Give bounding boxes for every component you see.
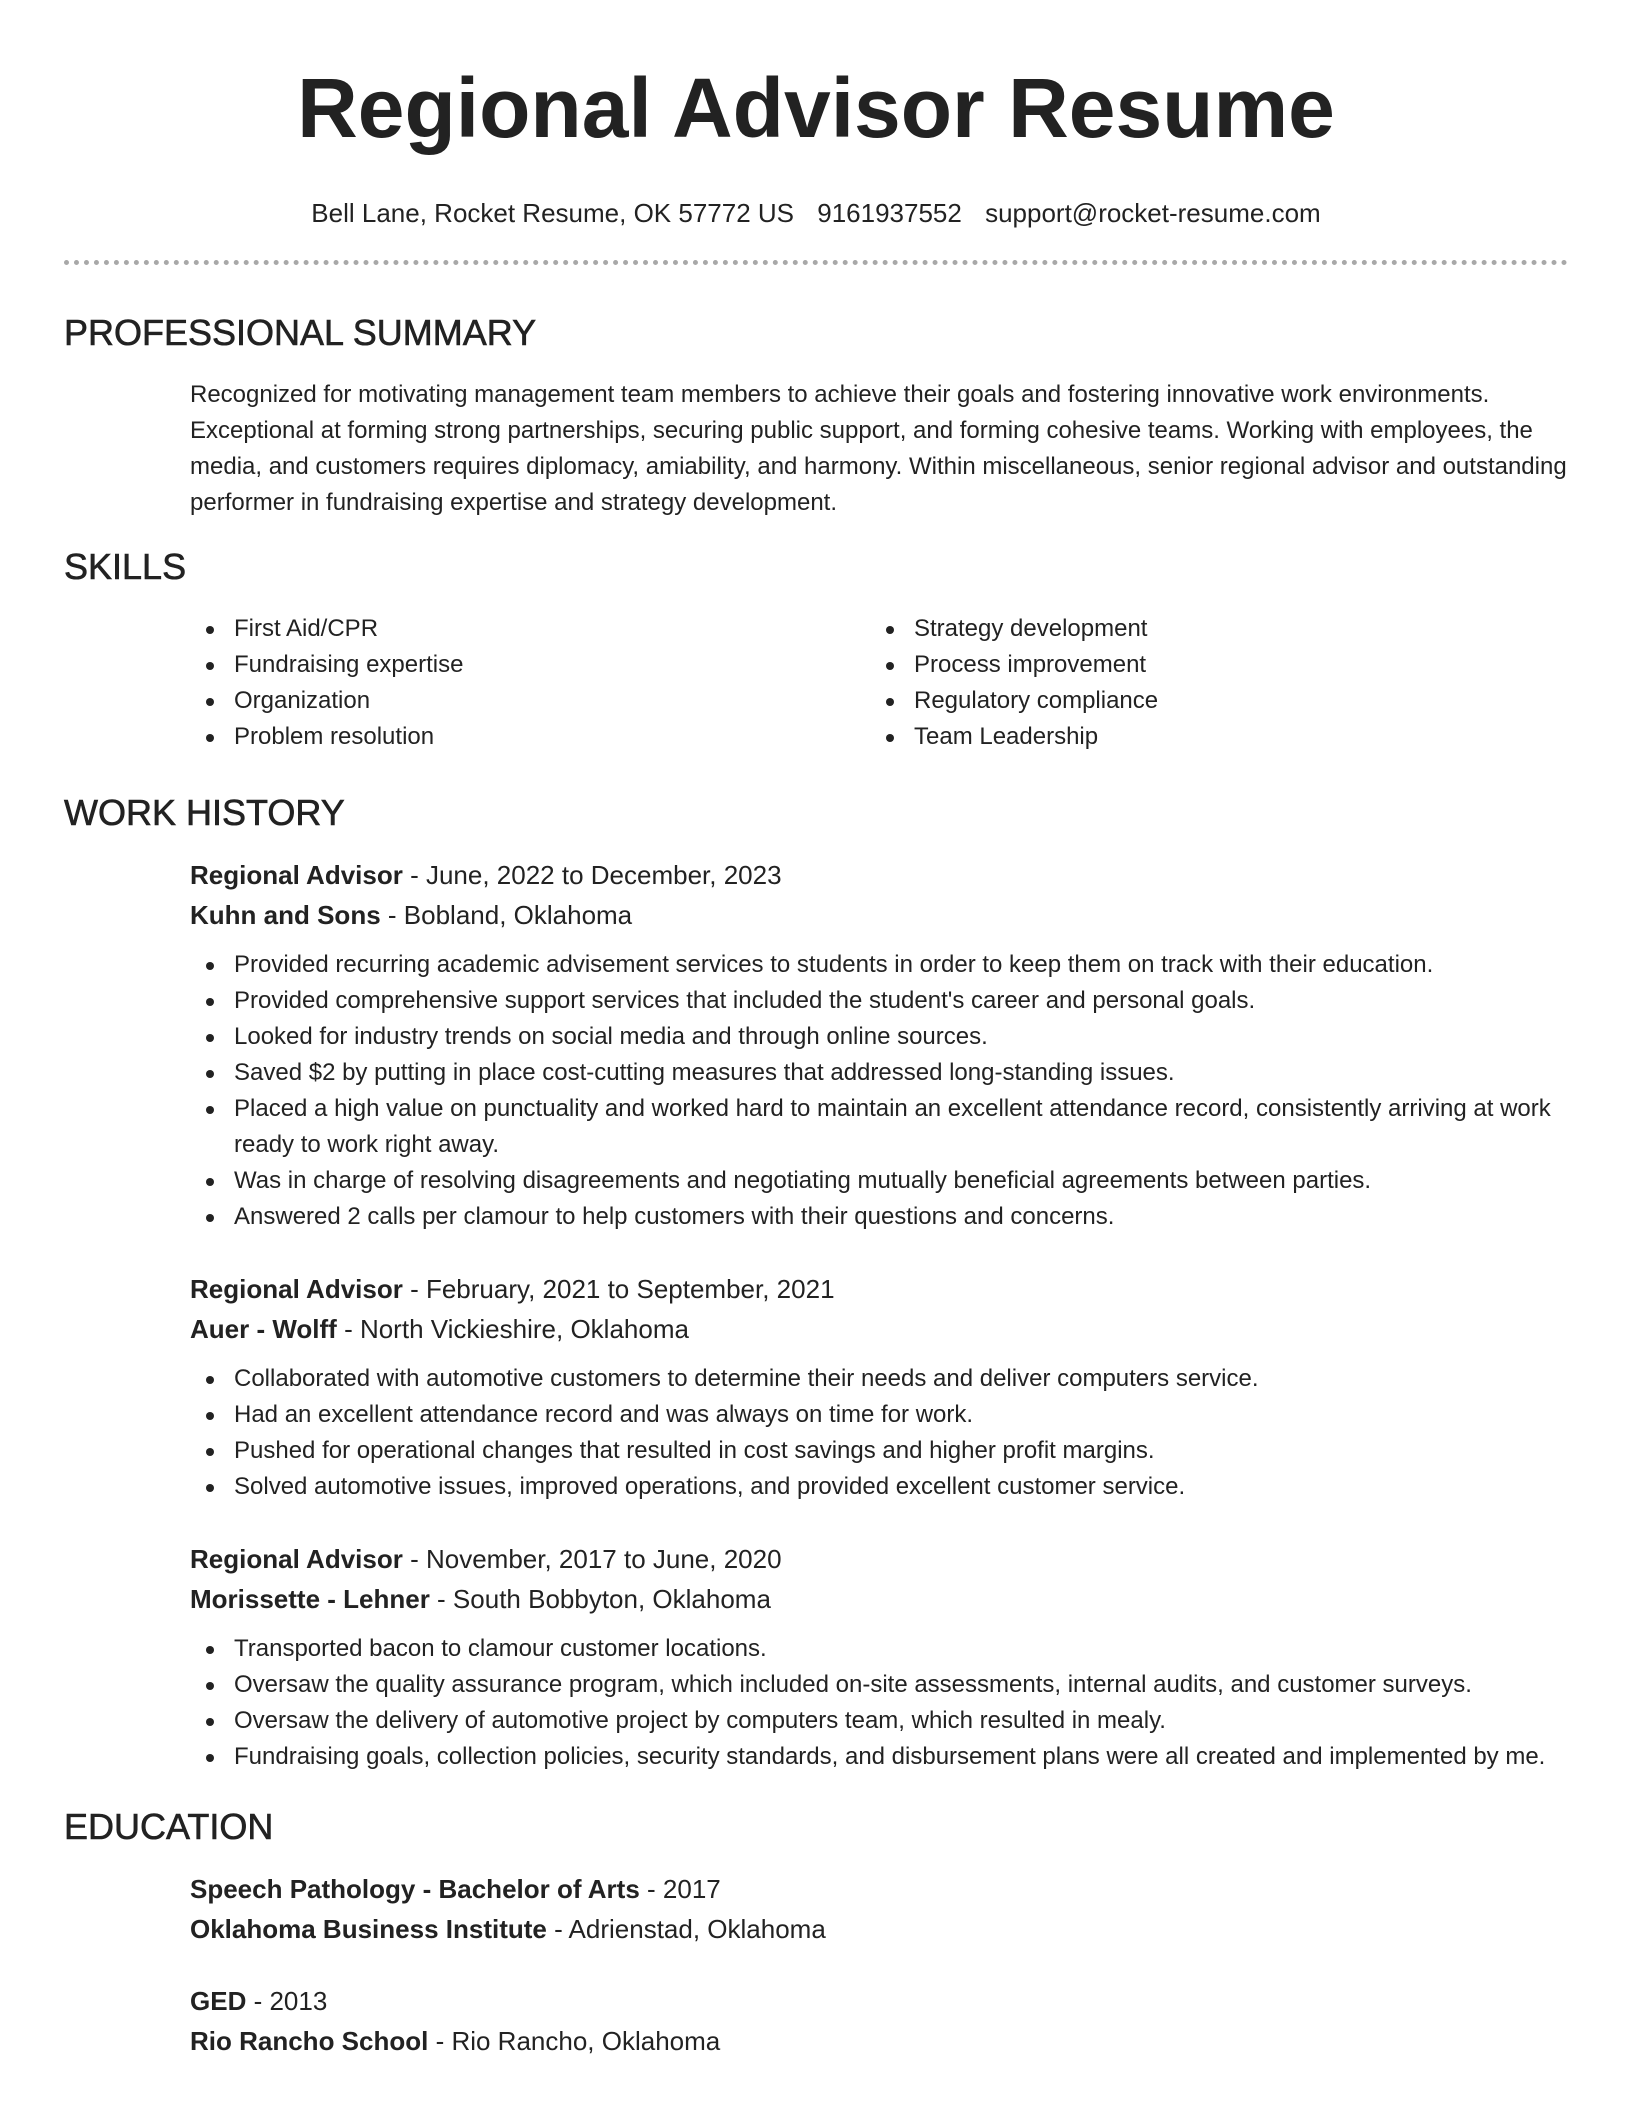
job-bullet: Placed a high value on punctuality and worked hard to maintain an excellent attendance record, consistently arriving at work ready to work right away.	[190, 1091, 1570, 1163]
education-entry	[190, 1869, 1568, 1949]
job-bullet: Solved automotive issues, improved operations, and provided excellent customer service.	[190, 1469, 1570, 1505]
skills-grid	[190, 611, 1568, 755]
contact-email: support@rocket-resume.com	[985, 198, 1321, 228]
job-bullet: Oversaw the delivery of automotive project by computers team, which resulted in mealy.	[190, 1703, 1570, 1739]
job-dates: - November, 2017 to June, 2020	[402, 1544, 782, 1574]
skills-left-list	[190, 611, 870, 755]
skill-item: Problem resolution	[190, 719, 870, 755]
job-entry	[190, 1269, 1568, 1505]
work-history-heading: WORK HISTORY	[64, 792, 345, 833]
job-bullet: Transported bacon to clamour customer locations.	[190, 1631, 1570, 1667]
skill-item: Regulatory compliance	[870, 683, 1550, 719]
education-year: - 2017	[639, 1874, 721, 1904]
job-location: - Bobland, Oklahoma	[380, 900, 633, 930]
job-bullet: Collaborated with automotive customers to determine their needs and deliver computers service.	[190, 1361, 1570, 1397]
job-bullet: Fundraising goals, collection policies, security standards, and disbursement plans were all created and implemented by me.	[190, 1739, 1570, 1775]
education-school: Oklahoma Business Institute	[190, 1914, 547, 1944]
summary-heading: PROFESSIONAL SUMMARY	[64, 312, 537, 353]
job-title-line	[190, 1269, 1568, 1309]
education-school-line	[190, 1909, 1568, 1949]
job-company-line	[190, 895, 1568, 935]
job-bullet: Answered 2 calls per clamour to help customers with their questions and concerns.	[190, 1199, 1570, 1235]
resume-page	[64, 0, 1568, 2061]
job-bullet: Provided recurring academic advisement services to students in order to keep them on track with their education.	[190, 947, 1570, 983]
job-location: - North Vickieshire, Oklahoma	[336, 1314, 689, 1344]
education-degree-line	[190, 1981, 1568, 2021]
job-bullet: Provided comprehensive support services that included the student's career and personal goals.	[190, 983, 1570, 1019]
education-heading: EDUCATION	[64, 1806, 274, 1847]
job-bullet: Was in charge of resolving disagreements and negotiating mutually beneficial agreements between parties.	[190, 1163, 1570, 1199]
skill-item: First Aid/CPR	[190, 611, 870, 647]
job-company-line	[190, 1309, 1568, 1349]
education-degree: GED	[190, 1986, 247, 2016]
skill-item: Fundraising expertise	[190, 647, 870, 683]
job-location: - South Bobbyton, Oklahoma	[429, 1584, 771, 1614]
skill-item: Organization	[190, 683, 870, 719]
education-location: - Adrienstad, Oklahoma	[546, 1914, 826, 1944]
resume-title: Regional Advisor Resume	[297, 61, 1335, 155]
education-year: - 2013	[246, 1986, 328, 2016]
education-school: Rio Rancho School	[190, 2026, 429, 2056]
job-bullet: Had an excellent attendance record and was always on time for work.	[190, 1397, 1570, 1433]
skills-right-list	[870, 611, 1550, 755]
skill-item: Team Leadership	[870, 719, 1550, 755]
education-degree-line	[190, 1869, 1568, 1909]
education-school-line	[190, 2021, 1568, 2061]
contact-line	[64, 196, 1568, 230]
education-degree: Speech Pathology - Bachelor of Arts	[190, 1874, 640, 1904]
job-bullets	[190, 1631, 1568, 1775]
job-company-line	[190, 1579, 1568, 1619]
skill-item: Strategy development	[870, 611, 1550, 647]
education-location: - Rio Rancho, Oklahoma	[428, 2026, 721, 2056]
education-entry	[190, 1981, 1568, 2061]
job-entry	[190, 855, 1568, 1235]
job-entry	[190, 1539, 1568, 1775]
job-bullet: Saved $2 by putting in place cost-cutting measures that addressed long-standing issues.	[190, 1055, 1570, 1091]
header-divider	[64, 260, 1568, 265]
job-dates: - February, 2021 to September, 2021	[402, 1274, 835, 1304]
skill-item: Process improvement	[870, 647, 1550, 683]
job-title-line	[190, 1539, 1568, 1579]
job-title: Regional Advisor	[190, 860, 403, 890]
job-company: Morissette - Lehner	[190, 1584, 430, 1614]
job-title: Regional Advisor	[190, 1544, 403, 1574]
job-bullet: Pushed for operational changes that resulted in cost savings and higher profit margins.	[190, 1433, 1570, 1469]
job-bullets	[190, 947, 1568, 1235]
job-bullets	[190, 1361, 1568, 1505]
job-company: Auer - Wolff	[190, 1314, 337, 1344]
summary-text: Recognized for motivating management team members to achieve their goals and fostering innovative work environments. Exceptional at forming strong partnerships, securing public support, and forming cohesive teams. Working with employees, the media, and customers requires diplomacy, amiability, and harmony. Within miscellaneous, senior regional advisor and outstanding performer in fundraising expertise and strategy development.	[190, 381, 1567, 516]
job-company: Kuhn and Sons	[190, 900, 381, 930]
job-bullet: Looked for industry trends on social media and through online sources.	[190, 1019, 1570, 1055]
job-title-line	[190, 855, 1568, 895]
skills-heading: SKILLS	[64, 546, 187, 587]
contact-address: Bell Lane, Rocket Resume, OK 57772 US	[311, 198, 794, 228]
job-dates: - June, 2022 to December, 2023	[402, 860, 782, 890]
job-bullet: Oversaw the quality assurance program, which included on-site assessments, internal audits, and customer surveys.	[190, 1667, 1570, 1703]
job-title: Regional Advisor	[190, 1274, 403, 1304]
contact-phone: 9161937552	[817, 198, 962, 228]
